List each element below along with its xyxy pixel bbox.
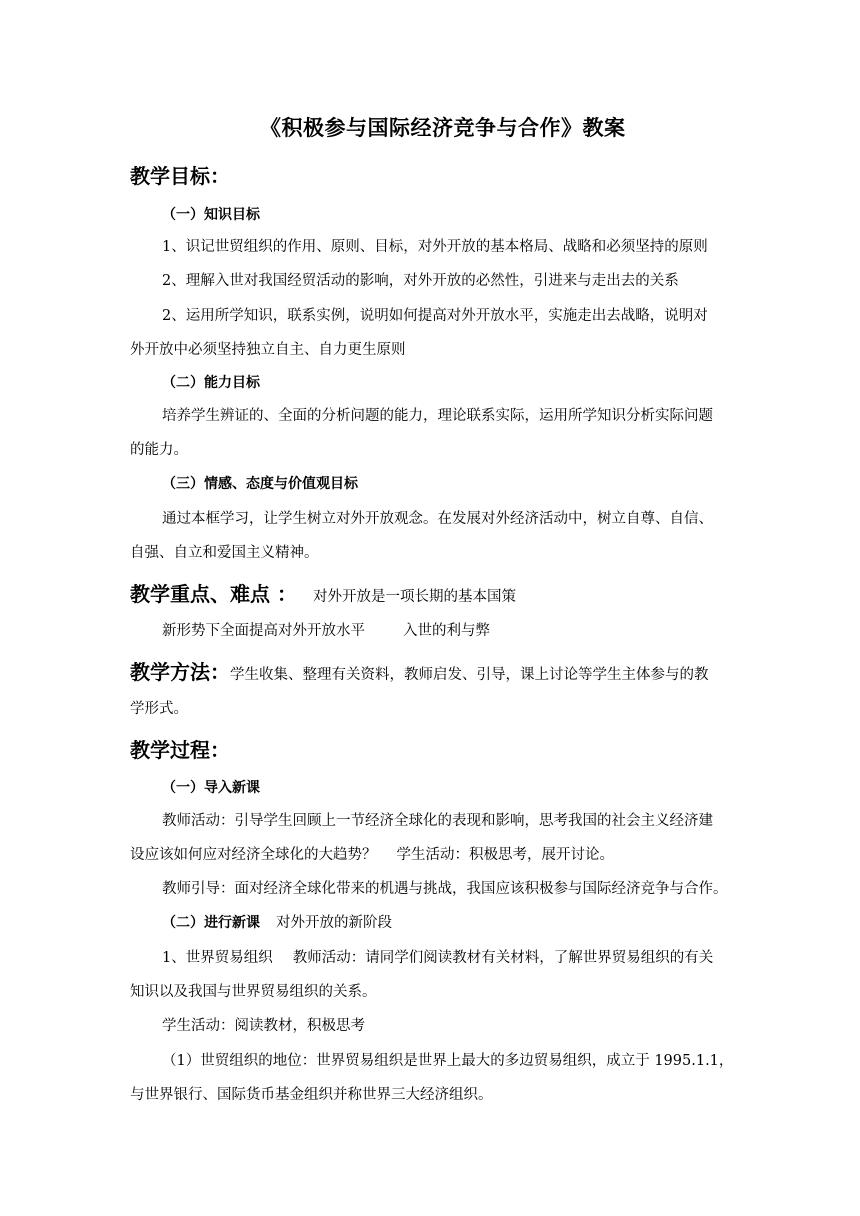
- key-points-line-2: [162, 619, 490, 640]
- emotion-heading: （三）情感、态度与价值观目标: [162, 476, 358, 492]
- new-lesson-line: [162, 911, 392, 932]
- ability-heading: （二）能力目标: [162, 375, 260, 391]
- key-point-1: 对外开放是一项长期的基本国策: [312, 589, 516, 605]
- wto-heading: 1、世界贸易组织: [162, 950, 273, 966]
- knowledge-item-3-line-2: 外开放中必须坚持独立自主、自力更生原则: [130, 342, 406, 358]
- wto-teacher-activity: 教师活动：请同学们阅读教材有关材料，了解世界贸易组织的有关: [292, 950, 714, 966]
- method-text-line-1: 学生收集、整理有关资料，教师启发、引导，课上讨论等学生主体参与的教: [230, 667, 709, 683]
- knowledge-heading: （一）知识目标: [162, 207, 260, 223]
- student-activity-line: 学生活动：阅读教材，积极思考: [162, 1018, 365, 1034]
- intro-student-activity: 学生活动：积极思考，展开讨论。: [396, 847, 614, 863]
- new-lesson-heading: （二）进行新课: [162, 915, 260, 931]
- wto-status-line-1: （1）世贸组织的地位：世界贸易组织是世界上最大的多边贸易组织，成立于 1995.1.1，: [162, 1053, 734, 1069]
- wto-line-1: [162, 946, 713, 967]
- document-title: 《积极参与国际经济竞争与合作》教案: [260, 115, 626, 140]
- knowledge-item-1: 1、识记世贸组织的作用、原则、目标，对外开放的基本格局、战略和必须坚持的原则: [162, 239, 708, 255]
- ability-text-line-1: 培养学生辨证的、全面的分析问题的能力，理论联系实际，运用所学知识分析实际问题: [162, 408, 713, 424]
- knowledge-item-3-line-1: 2、运用所学知识，联系实例，说明如何提高对外开放水平，实施走出去战略，说明对: [162, 308, 708, 324]
- emotion-text-line-2: 自强、自立和爱国主义精神。: [130, 545, 319, 561]
- intro-question: 设应该如何应对经济全球化的大趋势？: [130, 847, 377, 863]
- ability-text-line-2: 的能力。: [130, 442, 188, 458]
- wto-line-2: 知识以及我国与世界贸易组织的关系。: [130, 984, 377, 1000]
- knowledge-item-2: 2、理解入世对我国经贸活动的影响，对外开放的必然性，引进来与走出去的关系: [162, 273, 679, 289]
- intro-heading: （一）导入新课: [162, 780, 260, 796]
- intro-text-line-2: [130, 843, 614, 864]
- emotion-text-line-1: 通过本框学习，让学生树立对外开放观念。在发展对外经济活动中，树立自尊、自信、: [162, 511, 713, 527]
- key-point-2: 新形势下全面提高对外开放水平: [162, 623, 365, 639]
- key-point-3: 入世的利与弊: [403, 623, 490, 639]
- key-points-heading-line: [130, 578, 516, 607]
- method-text-line-2: 学形式。: [130, 701, 188, 717]
- wto-status-line-2: 与世界银行、国际货币基金组织并称世界三大经济组织。: [130, 1087, 493, 1103]
- method-heading-line: [130, 656, 709, 685]
- intro-text-line-1: 教师活动：引导学生回顾上一节经济全球化的表现和影响，思考我国的社会主义经济建: [162, 813, 713, 829]
- key-points-heading: 教学重点、难点 ：: [130, 582, 297, 606]
- objectives-heading: 教学目标：: [130, 164, 230, 188]
- process-heading: 教学过程：: [130, 738, 230, 762]
- method-heading: 教学方法：: [130, 660, 230, 684]
- intro-text-line-3: 教师引导：面对经济全球化带来的机遇与挑战，我国应该积极参与国际经济竞争与合作。: [162, 881, 728, 897]
- new-lesson-topic: 对外开放的新阶段: [276, 915, 392, 931]
